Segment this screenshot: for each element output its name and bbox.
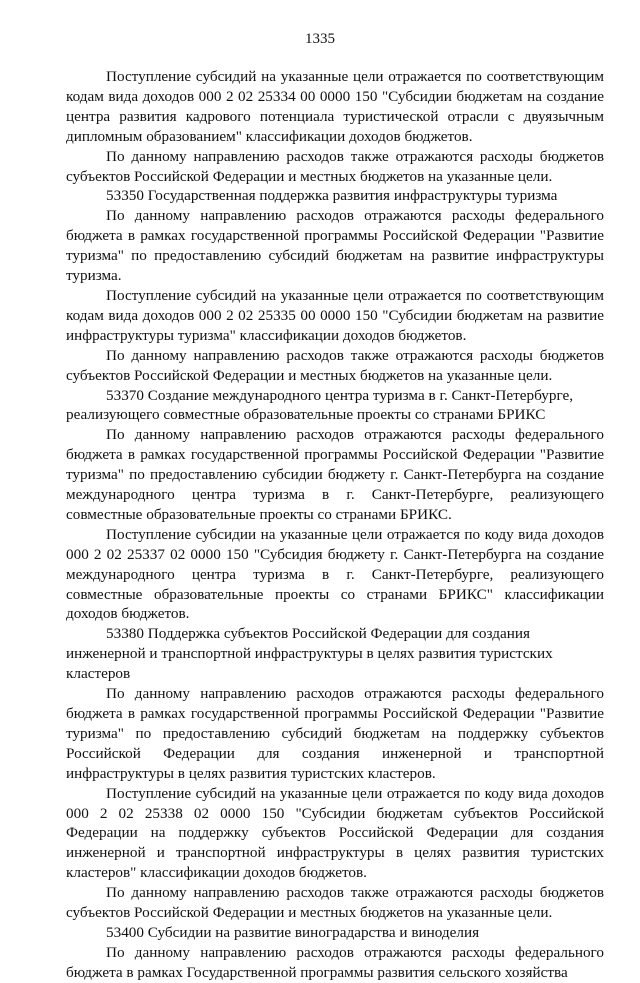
section-heading: 53400 Субсидии на развитие виноградарства и виноделия <box>106 923 480 941</box>
paragraph: По данному направлению расходов также отражаются расходы бюджетов субъектов Российской Федерации и местных бюджетов на указанные цели. <box>66 346 604 384</box>
document-body <box>66 67 604 983</box>
paragraph: Поступление субсидий на указанные цели отражается по коду вида доходов 000 2 02 25338 02 0000 150 "Субсидии бюджетам субъектов Российской Федерации на поддержку субъектов Российской Федерации для создания инженерной и транспортной инфраструктуры в целях развития туристских кластеров" классификации доходов бюджетов. <box>66 784 604 882</box>
section-heading: 53380 Поддержка субъектов Российской Федерации для создания инженерной и транспортной инфраструктуры в целях развития туристских кластеров <box>66 625 553 683</box>
paragraph: По данному направлению расходов отражаются расходы федерального бюджета в рамках государственной программы Российской Федерации "Развитие туризма" по предоставлению субсидии бюджету г. Санкт-Петербурга на создание международного центра туризма в г. Санкт-Петербурге, реализующего совместные образовательные проекты со странами БРИКС. <box>66 426 604 523</box>
section-heading: 53370 Создание международного центра туризма в г. Санкт-Петербурге, реализующего совместные образовательные проекты со странами БРИКС <box>66 386 574 424</box>
paragraph: По данному направлению расходов отражаются расходы федерального бюджета в рамках государственной программы Российской Федерации "Развитие туризма" по предоставлению субсидий бюджетам на поддержку субъектов Российской Федерации для создания инженерной и транспортной инфраструктуры в целях развития туристских кластеров. <box>66 685 604 782</box>
paragraph: Поступление субсидий на указанные цели отражается по соответствующим кодам вида доходов 000 2 02 25334 00 0000 150 "Субсидии бюджетам на создание центра развития кадрового потенциала туристической отрасли с двуязычным дипломным образованием" классификации доходов бюджетов. <box>66 68 604 145</box>
paragraph: По данному направлению расходов отражаются расходы федерального бюджета в рамках государственной программы Российской Федерации "Развитие туризма" по предоставлению субсидий бюджетам на развитие инфраструктуры туризма. <box>66 207 604 285</box>
paragraph: Поступление субсидии на указанные цели отражается по коду вида доходов 000 2 02 25337 02 0000 150 "Субсидия бюджету г. Санкт-Петербурга на создание международного центра туризма в г. Санкт-Петербурге, реализующего совместные образовательные проекты со странами БРИКС" классификации доходов бюджетов. <box>66 525 604 623</box>
paragraph: По данному направлению расходов также отражаются расходы бюджетов субъектов Российской Федерации и местных бюджетов на указанные цели. <box>66 884 604 922</box>
paragraph: Поступление субсидий на указанные цели отражается по соответствующим кодам вида доходов 000 2 02 25335 00 0000 150 "Субсидии бюджетам на развитие инфраструктуры туризма" классификации доходов бюджетов. <box>66 286 604 344</box>
page-number: 1335 <box>305 31 335 47</box>
paragraph: По данному направлению расходов также отражаются расходы бюджетов субъектов Российской Федерации и местных бюджетов на указанные цели. <box>66 147 604 185</box>
paragraph: По данному направлению расходов отражаются расходы федерального бюджета в рамках Государственной программы развития сельского хозяйства <box>66 943 604 981</box>
section-heading: 53350 Государственная поддержка развития инфраструктуры туризма <box>106 187 558 205</box>
